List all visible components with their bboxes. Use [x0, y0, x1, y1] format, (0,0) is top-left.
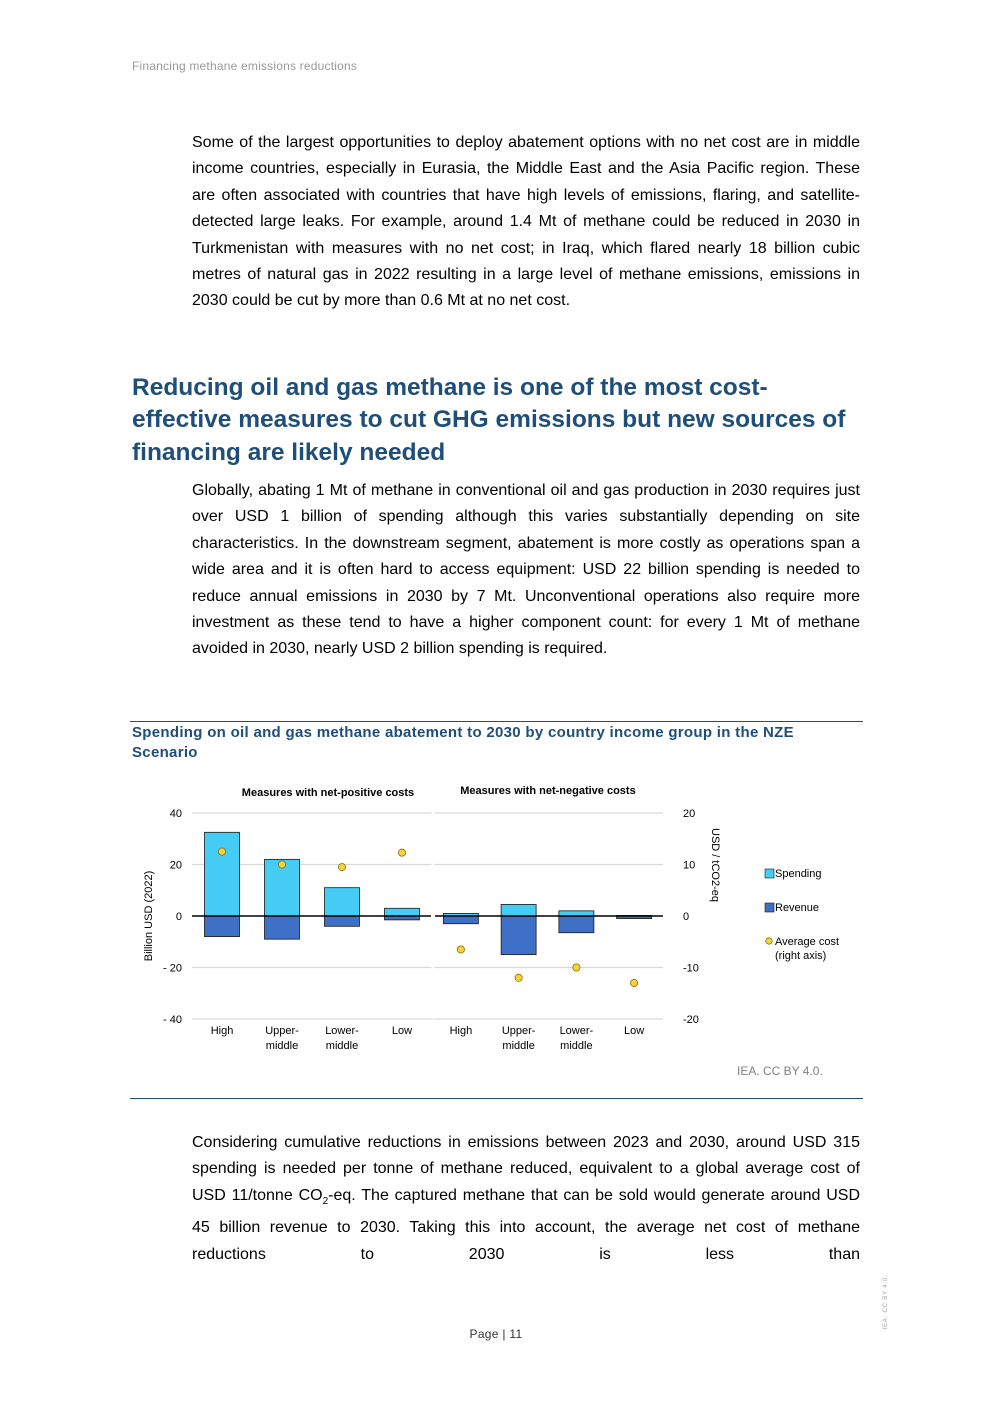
average-cost-point: [515, 974, 522, 981]
bar-spending: [205, 832, 240, 916]
body-paragraph-1: Some of the largest opportunities to deploy abatement options with no net cost are in middle income countries, especially in Eurasia, the Middle East and the Asia Pacific region. These are often associated with countries that have high levels of emissions, flaring, and satellite-detected large leaks. For example, around 1.4 Mt of methane could be reduced in 2030 in Turkmenistan with measures with no net cost; in Iraq, which flared nearly 18 billion cubic metres of natural gas in 2022 resulting in a large level of methane emissions, emissions in 2030 could be cut by more than 0.6 Mt at no net cost.: [192, 134, 860, 310]
y2-axis-label: USD / tCO2-eq: [709, 828, 721, 902]
legend-label-revenue: Revenue: [775, 902, 820, 914]
figure-title: Spending on oil and gas methane abatement to 2030 by country income group in the NZE Scenario: [132, 724, 794, 761]
x-tick-label: Upper-: [501, 1025, 536, 1037]
y-tick-label: 20: [169, 859, 182, 872]
figure-credit: IEA. CC BY 4.0.: [737, 1064, 823, 1078]
y2-tick-label: -10: [683, 962, 699, 975]
y2-tick-label: -20: [683, 1014, 699, 1026]
y2-tick-label: 20: [683, 808, 696, 820]
bar-revenue: [443, 916, 478, 924]
average-cost-point: [573, 964, 580, 971]
x-tick-label: High: [210, 1025, 234, 1037]
y2-tick-label: 0: [683, 911, 690, 923]
y-tick-label: 0: [175, 911, 182, 923]
panel-title: Measures with net-positive costs: [241, 787, 415, 799]
y-tick-label: 40: [169, 808, 182, 820]
average-cost-point: [457, 946, 464, 953]
bar-revenue: [501, 916, 536, 955]
bar-revenue: [559, 916, 594, 933]
page-number: Page | 11: [469, 1327, 523, 1341]
x-tick-label: High: [449, 1025, 473, 1037]
paragraph-3-text-a: Considering cumulative reductions in emissions between 2023 and 2030, around USD 315 spending is needed per tonne of methane reduced, equivalent to a global average cost of USD 11/tonne CO: [192, 1134, 860, 1204]
x-tick-label: Low: [391, 1025, 413, 1037]
legend-label-spending: Spending: [775, 868, 822, 880]
legend-swatch-revenue: [765, 903, 774, 912]
average-cost-point: [398, 849, 405, 856]
y-tick-label: - 40: [163, 1014, 182, 1026]
figure-top-rule: [130, 721, 863, 722]
x-tick-label-line2: middle: [265, 1040, 299, 1052]
running-header: Financing methane emissions reductions: [132, 59, 358, 73]
methane-abatement-chart: [130, 770, 862, 1060]
bar-spending: [325, 888, 360, 916]
x-tick-label: Low: [624, 1025, 645, 1037]
average-cost-point: [338, 863, 345, 870]
bar-spending: [501, 904, 536, 916]
x-tick-label-line2: middle: [325, 1040, 359, 1052]
average-cost-point: [278, 861, 285, 868]
bar-spending: [385, 908, 420, 916]
body-paragraph-3: [192, 1130, 860, 1268]
bar-revenue: [265, 916, 300, 939]
x-tick-label: Upper-: [265, 1025, 299, 1037]
paragraph-3-text-b: -eq. The captured methane that can be sold would generate around USD 45 billion revenue to 2030. Taking this into account, the average net cost of methane reductions to 2030 is less than: [192, 1186, 861, 1263]
margin-license-text: IEA. CC BY 4.0.: [883, 1274, 889, 1330]
average-cost-point: [631, 979, 638, 986]
legend-label-average-cost-line2: (right axis): [775, 950, 827, 962]
y-axis-label: Billion USD (2022): [143, 870, 155, 962]
x-tick-label-line2: middle: [502, 1040, 535, 1052]
y2-tick-label: 10: [683, 859, 696, 872]
paragraph-3-subscript: 2: [322, 1196, 329, 1207]
bar-revenue: [205, 916, 240, 937]
x-tick-label: Lower-: [325, 1025, 359, 1037]
average-cost-point: [218, 848, 225, 855]
y-tick-label: - 20: [163, 962, 182, 975]
bar-spending: [559, 911, 594, 916]
legend-swatch-spending: [765, 869, 774, 878]
bar-revenue: [325, 916, 360, 926]
x-tick-label-line2: middle: [560, 1040, 593, 1052]
legend-swatch-average-cost: [766, 938, 772, 944]
body-paragraph-2: Globally, abating 1 Mt of methane in conventional oil and gas production in 2030 requires just over USD 1 billion of spending although this varies substantially depending on site characteristics. In the downstream segment, abatement is more costly as operations span a wide area and it is often hard to access equipment: USD 22 billion spending is needed to reduce annual emissions in 2030 by 7 Mt. Unconventional operations also require more investment as these tend to have a higher component count: for every 1 Mt of methane avoided in 2030, nearly USD 2 billion spending is required.: [192, 482, 860, 658]
section-heading: Reducing oil and gas methane is one of the most cost-effective measures to cut GHG emissions but new sources of financing are likely needed: [132, 374, 846, 466]
x-tick-label: Lower-: [559, 1025, 594, 1037]
figure-bottom-rule: [130, 1098, 863, 1099]
legend-label-average-cost: Average cost: [775, 936, 840, 948]
panel-title: Measures with net-negative costs: [460, 785, 636, 797]
